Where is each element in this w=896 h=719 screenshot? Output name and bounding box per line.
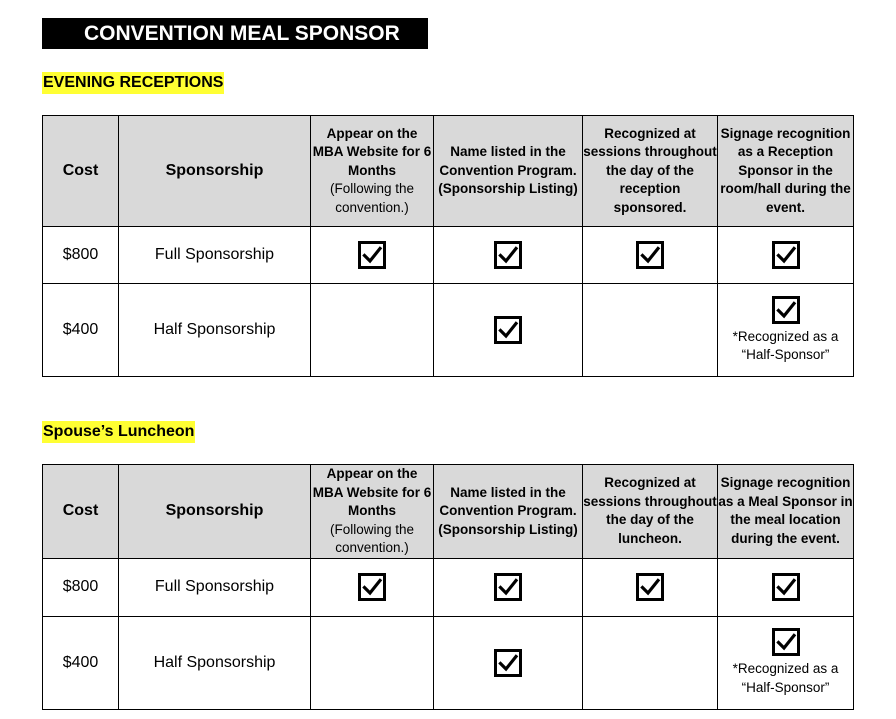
website-cell — [311, 284, 434, 377]
header-website-note: (Following the convention.) — [329, 181, 415, 215]
recognized-cell — [583, 616, 718, 709]
table-row — [43, 616, 854, 709]
spouses-luncheon-table — [42, 464, 854, 710]
header-cost: Cost — [43, 465, 119, 559]
cost-cell: $800 — [43, 558, 119, 616]
sponsorship-cell: Full Sponsorship — [119, 558, 311, 616]
program-cell — [434, 616, 583, 709]
header-signage: Signage recognition as a Reception Sponsor in the room/hall during the event. — [718, 116, 854, 227]
header-cost: Cost — [43, 116, 119, 227]
sponsorship-cell: Full Sponsorship — [119, 227, 311, 284]
checked-box-icon — [772, 573, 800, 601]
header-sponsorship: Sponsorship — [119, 116, 311, 227]
recognized-cell — [583, 558, 718, 616]
header-signage: Signage recognition as a Meal Sponsor in the meal location during the event. — [718, 465, 854, 559]
checked-box-icon — [772, 628, 800, 656]
header-recognized: Recognized at sessions throughout the day of the luncheon. — [583, 465, 718, 559]
table-row — [43, 284, 854, 377]
half-sponsor-note: *Recognized as a “Half-Sponsor” — [732, 661, 839, 695]
cost-cell: $400 — [43, 616, 119, 709]
checked-box-icon — [494, 316, 522, 344]
sponsorship-cell: Half Sponsorship — [119, 284, 311, 377]
header-website-bold: Appear on the MBA Website for 6 Months — [312, 466, 432, 518]
website-cell — [311, 227, 434, 284]
signage-cell — [718, 558, 854, 616]
page-title: CONVENTION MEAL SPONSOR — [42, 18, 428, 49]
evening-receptions-table — [42, 115, 854, 377]
header-row — [43, 116, 854, 227]
program-cell — [434, 558, 583, 616]
signage-cell — [718, 616, 854, 709]
header-row — [43, 465, 854, 559]
website-cell — [311, 616, 434, 709]
header-recognized: Recognized at sessions throughout the day of the reception sponsored. — [583, 116, 718, 227]
table-row — [43, 227, 854, 284]
header-website-note: (Following the convention.) — [329, 521, 415, 555]
header-program: Name listed in the Convention Program. (Sponsorship Listing) — [434, 116, 583, 227]
checked-box-icon — [772, 241, 800, 269]
table-row — [43, 558, 854, 616]
cost-cell: $800 — [43, 227, 119, 284]
header-sponsorship: Sponsorship — [119, 465, 311, 559]
header-website — [311, 465, 434, 559]
checked-box-icon — [494, 573, 522, 601]
half-sponsor-note: *Recognized as a “Half-Sponsor” — [732, 328, 839, 362]
section-label-spouses-luncheon: Spouse’s Luncheon — [42, 421, 195, 443]
website-cell — [311, 558, 434, 616]
checked-box-icon — [636, 241, 664, 269]
header-website — [311, 116, 434, 227]
signage-cell — [718, 227, 854, 284]
cost-cell: $400 — [43, 284, 119, 377]
checked-box-icon — [494, 241, 522, 269]
section-label-evening-receptions: EVENING RECEPTIONS — [42, 72, 224, 94]
checked-box-icon — [358, 241, 386, 269]
header-website-bold: Appear on the MBA Website for 6 Months — [312, 125, 432, 178]
recognized-cell — [583, 227, 718, 284]
checked-box-icon — [494, 649, 522, 677]
program-cell — [434, 284, 583, 377]
program-cell — [434, 227, 583, 284]
signage-cell — [718, 284, 854, 377]
checked-box-icon — [772, 296, 800, 324]
checked-box-icon — [358, 573, 386, 601]
recognized-cell — [583, 284, 718, 377]
header-program: Name listed in the Convention Program. (Sponsorship Listing) — [434, 465, 583, 559]
checked-box-icon — [636, 573, 664, 601]
sponsorship-cell: Half Sponsorship — [119, 616, 311, 709]
